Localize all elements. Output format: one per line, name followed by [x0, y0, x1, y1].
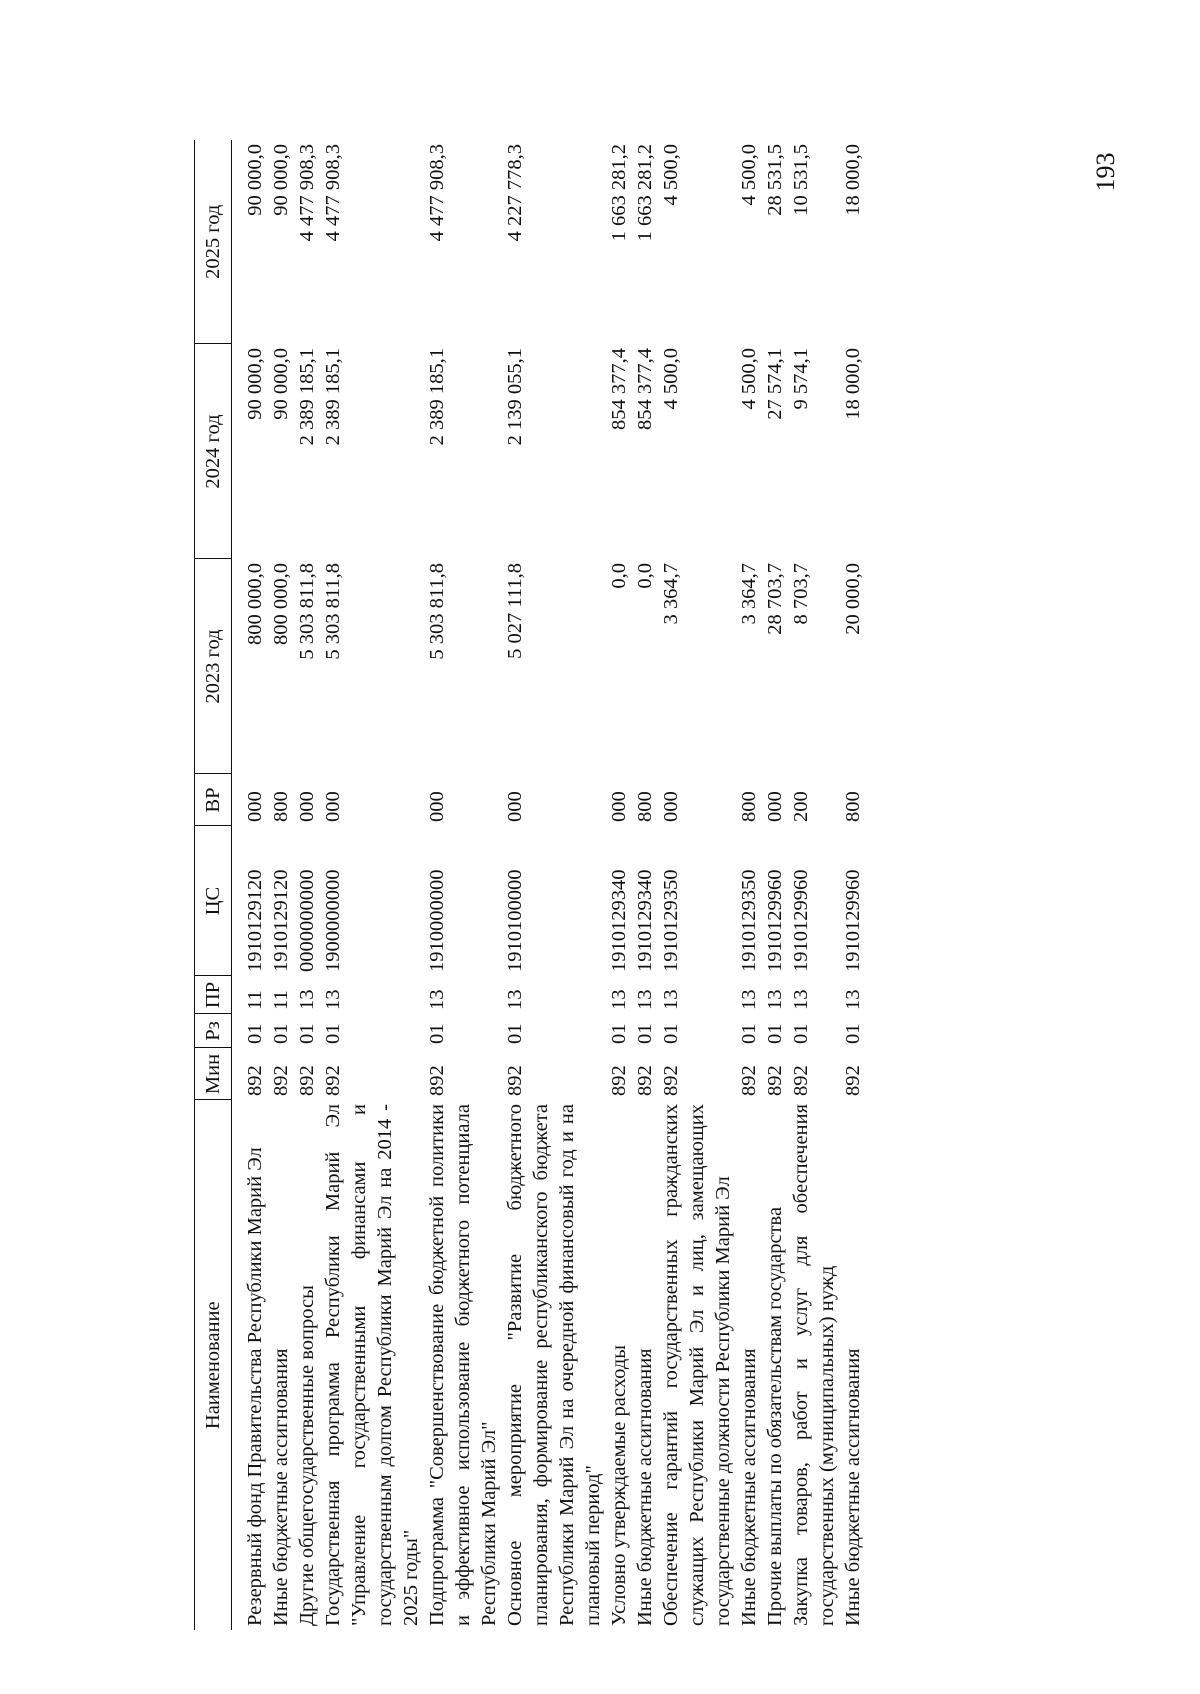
cell-pr: 13: [608, 989, 630, 1010]
cell-name: Обеспечение гарантий государственных гражданских служащих Республики Марий Эл и лиц, замещающих государственные должности Республики Марий Эл: [660, 1104, 734, 1626]
table-row: [632, 140, 658, 1630]
cell-rz: 01: [842, 1023, 864, 1044]
cell-2023: 800 000,0: [270, 563, 292, 645]
table-row: [268, 140, 294, 1630]
header-2025: 2025 год: [195, 140, 232, 344]
cell-min: 892: [296, 1065, 318, 1096]
cell-name: Иные бюджетные ассигнования: [738, 1348, 760, 1626]
cell-rz: 01: [764, 1023, 786, 1044]
cell-2024: 18 000,0: [842, 348, 864, 420]
cell-vr: 800: [270, 791, 292, 822]
cell-cs: 1910000000: [426, 869, 448, 972]
cell-name: Закупка товаров, работ и услуг для обеспечения государственных (муниципальных) нужд: [790, 1104, 838, 1626]
cell-name: Другие общегосударственные вопросы: [296, 1285, 318, 1626]
cell-cs: 1910129340: [634, 869, 656, 972]
cell-2024: 9 574,1: [790, 348, 812, 410]
cell-cs: 1900000000: [322, 869, 344, 972]
cell-pr: 13: [322, 989, 344, 1010]
cell-2025: 1 663 281,2: [634, 144, 656, 242]
table-body: [232, 140, 867, 1630]
cell-pr: 13: [660, 989, 682, 1010]
cell-name: Подпрограмма "Совершенствование бюджетной политики и эффективное использование бюджетного потенциала Республики Марий Эл": [426, 1104, 500, 1626]
cell-vr: 000: [244, 791, 266, 822]
cell-name: Иные бюджетные ассигнования: [634, 1348, 656, 1626]
cell-2025: 28 531,5: [764, 144, 786, 216]
cell-2023: 5 303 811,8: [296, 563, 318, 660]
header-rz: Рз: [195, 1014, 232, 1048]
cell-pr: 13: [296, 989, 318, 1010]
cell-pr: 11: [270, 990, 292, 1010]
cell-name: Основное мероприятие "Развитие бюджетного планирования, формирование республиканского бюджета Республики Марий Эл на очередной финансовый год и на плановый период": [504, 1104, 604, 1626]
table-header-row: [195, 140, 232, 1630]
cell-pr: 13: [790, 989, 812, 1010]
cell-rz: 01: [504, 1023, 526, 1044]
cell-min: 892: [634, 1065, 656, 1096]
cell-vr: 000: [608, 791, 630, 822]
cell-2025: 18 000,0: [842, 144, 864, 216]
cell-2025: 4 477 908,3: [426, 144, 448, 242]
cell-name: Резервный фонд Правительства Республики Марий Эл: [244, 1147, 266, 1626]
cell-2025: 90 000,0: [270, 144, 292, 216]
cell-vr: 000: [322, 791, 344, 822]
cell-2024: 2 389 185,1: [296, 348, 318, 446]
cell-cs: 1910129120: [244, 869, 266, 972]
table-row: [658, 140, 736, 1630]
cell-2024: 2 389 185,1: [322, 348, 344, 446]
cell-rz: 01: [660, 1023, 682, 1044]
table-row: [762, 140, 788, 1630]
header-name: Наименование: [195, 1100, 232, 1630]
table-row: [788, 140, 840, 1630]
table-row: [606, 140, 632, 1630]
cell-2024: 27 574,1: [764, 348, 786, 420]
cell-min: 892: [842, 1065, 864, 1096]
cell-name: Условно утверждаемые расходы: [608, 1344, 630, 1626]
cell-2024: 90 000,0: [270, 348, 292, 420]
cell-2024: 854 377,4: [634, 348, 656, 430]
cell-rz: 01: [322, 1023, 344, 1044]
cell-2023: 3 364,7: [660, 563, 682, 625]
page-number: 193: [1091, 152, 1120, 192]
cell-2024: 4 500,0: [660, 348, 682, 410]
table-row: [424, 140, 502, 1630]
cell-2024: 854 377,4: [608, 348, 630, 430]
cell-rz: 01: [608, 1023, 630, 1044]
cell-2024: 90 000,0: [244, 348, 266, 420]
cell-2023: 28 703,7: [764, 563, 786, 635]
cell-vr: 800: [634, 791, 656, 822]
cell-2023: 5 303 811,8: [322, 563, 344, 660]
cell-rz: 01: [790, 1023, 812, 1044]
cell-2025: 90 000,0: [244, 144, 266, 216]
cell-min: 892: [426, 1065, 448, 1096]
cell-rz: 01: [296, 1023, 318, 1044]
cell-pr: 13: [426, 989, 448, 1010]
table-row: [736, 140, 762, 1630]
cell-2023: 3 364,7: [738, 563, 760, 625]
cell-vr: 000: [504, 791, 526, 822]
cell-2023: 20 000,0: [842, 563, 864, 635]
cell-vr: 000: [764, 791, 786, 822]
header-min: Мин: [195, 1048, 232, 1100]
cell-vr: 800: [842, 791, 864, 822]
table-row: [232, 140, 269, 1630]
header-2023: 2023 год: [195, 559, 232, 774]
cell-name: Государственная программа Республики Марий Эл "Управление государственными финансами и государственным долгом Республики Марий Эл на 2014 - 2025 годы": [322, 1104, 422, 1626]
budget-table: [194, 140, 866, 1630]
cell-pr: 13: [504, 989, 526, 1010]
cell-cs: 1910129350: [660, 869, 682, 972]
cell-2025: 10 531,5: [790, 144, 812, 216]
cell-min: 892: [244, 1065, 266, 1096]
cell-rz: 01: [738, 1023, 760, 1044]
cell-2025: 4 500,0: [660, 144, 682, 206]
cell-name: Иные бюджетные ассигнования: [270, 1348, 292, 1626]
cell-vr: 800: [738, 791, 760, 822]
cell-2025: 4 500,0: [738, 144, 760, 206]
cell-cs: 1910129960: [790, 869, 812, 972]
cell-2024: 2 389 185,1: [426, 348, 448, 446]
cell-cs: 0000000000: [296, 869, 318, 972]
cell-2023: 8 703,7: [790, 563, 812, 625]
cell-cs: 1910129120: [270, 869, 292, 972]
header-2024: 2024 год: [195, 344, 232, 559]
cell-min: 892: [270, 1065, 292, 1096]
cell-cs: 1910100000: [504, 869, 526, 972]
cell-pr: 13: [764, 989, 786, 1010]
header-vr: ВР: [195, 774, 232, 826]
cell-2025: 4 477 908,3: [296, 144, 318, 242]
cell-name: Прочие выплаты по обязательствам государства: [764, 1206, 786, 1626]
header-pr: ПР: [195, 976, 232, 1014]
cell-rz: 01: [270, 1023, 292, 1044]
cell-2023: 5 027 111,8: [504, 563, 526, 659]
cell-pr: 13: [842, 989, 864, 1010]
cell-min: 892: [660, 1065, 682, 1096]
table-row: [502, 140, 606, 1630]
cell-pr: 13: [634, 989, 656, 1010]
cell-vr: 200: [790, 791, 812, 822]
cell-2025: 1 663 281,2: [608, 144, 630, 242]
cell-2025: 4 227 778,3: [504, 144, 526, 242]
cell-vr: 000: [426, 791, 448, 822]
cell-min: 892: [738, 1065, 760, 1096]
table-row: [840, 140, 866, 1630]
cell-2023: 0,0: [634, 563, 656, 589]
cell-2024: 2 139 055,1: [504, 348, 526, 446]
header-cs: ЦС: [195, 826, 232, 976]
cell-cs: 1910129340: [608, 869, 630, 972]
cell-min: 892: [322, 1065, 344, 1096]
cell-rz: 01: [244, 1023, 266, 1044]
cell-cs: 1910129350: [738, 869, 760, 972]
cell-rz: 01: [426, 1023, 448, 1044]
cell-min: 892: [504, 1065, 526, 1096]
cell-cs: 1910129960: [764, 869, 786, 972]
cell-2025: 4 477 908,3: [322, 144, 344, 242]
cell-2023: 0,0: [608, 563, 630, 589]
cell-pr: 11: [244, 990, 266, 1010]
cell-min: 892: [790, 1065, 812, 1096]
cell-pr: 13: [738, 989, 760, 1010]
table-row: [294, 140, 320, 1630]
cell-cs: 1910129960: [842, 869, 864, 972]
cell-vr: 000: [660, 791, 682, 822]
budget-table-rotated: [194, 140, 869, 1630]
cell-min: 892: [608, 1065, 630, 1096]
cell-vr: 000: [296, 791, 318, 822]
cell-name: Иные бюджетные ассигнования: [842, 1348, 864, 1626]
cell-rz: 01: [634, 1023, 656, 1044]
table-row: [320, 140, 424, 1630]
cell-2024: 4 500,0: [738, 348, 760, 410]
cell-2023: 800 000,0: [244, 563, 266, 645]
cell-min: 892: [764, 1065, 786, 1096]
cell-2023: 5 303 811,8: [426, 563, 448, 660]
